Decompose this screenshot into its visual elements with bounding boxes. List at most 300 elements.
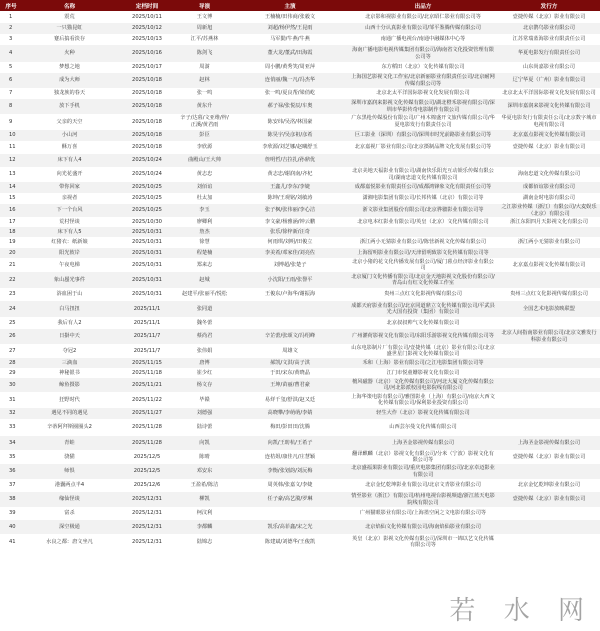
cell-producer: 英皇（北京）影视文化传媒有限公司/深圳市一锦以艺文化传媒有限公司等: [348, 534, 498, 550]
cell-index: 37: [0, 479, 22, 492]
cell-index: 7: [0, 88, 22, 99]
cell-release-date: 2025/11/27: [117, 408, 177, 419]
cell-index: 21: [0, 258, 22, 272]
cell-index: 27: [0, 344, 22, 358]
cell-title: 神秘银书: [22, 368, 117, 378]
cell-producer: 上海留明影业有限公司/天津留明致影文化传媒有限公司等: [348, 248, 498, 258]
cell-index: 35: [0, 450, 22, 464]
cell-producer: 翻译麒麟（北京）影视文化有限公司/分米（宁波）影视文化有限公司等: [348, 450, 498, 464]
cell-index: 22: [0, 272, 22, 288]
cell-producer: 广州猫眼影业有限公司/上海墨空闲之文电影有限公司等: [348, 507, 498, 520]
cell-index: 14: [0, 182, 22, 193]
cell-cast: 陈建斌/刘德华/王俊凯: [232, 534, 348, 550]
table-row: [0, 193, 600, 204]
cell-director: 唐博: [177, 358, 232, 368]
cell-distributor: 上海圣金影视传媒有限公司: [498, 436, 600, 450]
cell-distributor: 北京金忆乾坤影业有限公司: [498, 479, 600, 492]
cell-director: 曲殿山/王大帅: [177, 154, 232, 167]
cell-cast: 刘超/杨伊然/王昆雨: [232, 23, 348, 34]
cell-release-date: 2025/10/30: [117, 217, 177, 227]
cell-release-date: 2025/10/25: [117, 204, 177, 217]
cell-index: 13: [0, 167, 22, 182]
table-row: [0, 329, 600, 344]
cell-release-date: 2025/11/7: [117, 344, 177, 358]
cell-title: 酥万喜: [22, 141, 117, 154]
cell-distributor: 海南忠道文化传媒有限公司: [498, 167, 600, 182]
cell-index: 25: [0, 317, 22, 329]
cell-cast: 李欣源/刘芝娜/赵曦舒玉: [232, 141, 348, 154]
cell-director: 李都麟: [177, 520, 232, 534]
cell-cast: 张一鸣/夏良帮/梁俏屹: [232, 88, 348, 99]
cell-title: 一只猫昆虹: [22, 23, 117, 34]
cell-index: 40: [0, 520, 22, 534]
cell-cast: 王俊东/卢海华/谢振海: [232, 288, 348, 301]
cell-distributor: 深圳市嘉润来影视文化传媒有限公司: [498, 99, 600, 114]
table-row: [0, 45, 600, 62]
cell-distributor: 北京嘉点影视文化传媒有限公司: [498, 258, 600, 272]
cell-title: 缘仙怪谈: [22, 492, 117, 507]
cell-index: 12: [0, 154, 22, 167]
cell-producer: 北京小猪的花文化传播发展有限公司/厦门暮点经济影业有限公司: [348, 258, 498, 272]
cell-release-date: 2025/10/31: [117, 227, 177, 237]
cell-producer: 山西芸尔曼文化传媒有限公司: [348, 419, 498, 436]
cell-producer: 檀风磁器（北京）文化传媒有限公司/河北大厦文化传媒有限公司/河北影派校园电影院线有限公司: [348, 378, 498, 392]
cell-producer: 深圳市嘉润来影视文化传媒有限公司/湖北橙禾影视有限公司/深圳市华影传奇电影制作有限公司: [348, 99, 498, 114]
table-row: [0, 408, 600, 419]
header-index: 序号: [0, 0, 22, 11]
table-row: [0, 130, 600, 141]
cell-director: 赵林: [177, 73, 232, 88]
cell-title: 鲸鱼摄影: [22, 378, 117, 392]
cell-title: 床下有人4: [22, 154, 117, 167]
cell-index: 39: [0, 507, 22, 520]
cell-distributor: 壹捷传媒（北京）影业有限公司: [498, 450, 600, 464]
cell-director: 刘德强: [177, 408, 232, 419]
cell-cast: 李文豪/杨雅涵/钟云鹏: [232, 217, 348, 227]
cell-release-date: 2025/10/12: [117, 23, 177, 34]
cell-producer: 巨工影业（深圳）有限公司/深圳市时光前路影业有限公司等: [348, 130, 498, 141]
cell-title: 小山河: [22, 130, 117, 141]
cell-title: 辛蒂阿拜斯圈圈头2: [22, 419, 117, 436]
table-row: [0, 288, 600, 301]
cell-release-date: 2025/11/21: [117, 378, 177, 392]
cell-producer: 北京电本红影业有限公司/英皇（北京）文化传媒有限公司: [348, 217, 498, 227]
cell-producer: 广州灌荷影视文化有限公司/东阳乐游影视文化传媒有限公司等: [348, 329, 498, 344]
cell-cast: 任子豪/高艺漪/罗琳: [232, 492, 348, 507]
cell-release-date: 2025/12/6: [117, 479, 177, 492]
cell-title: 水良之都：唐文坐凡: [22, 534, 117, 550]
cell-release-date: 2025/11/28: [117, 436, 177, 450]
cell-director: 蔡尚君: [177, 329, 232, 344]
cell-index: 29: [0, 368, 22, 378]
cell-title: 富杀: [22, 507, 117, 520]
cell-cast: 何雨琪/刘明/田俊立: [232, 237, 348, 248]
cell-release-date: 2025/12/5: [117, 450, 177, 464]
table-row: [0, 358, 600, 368]
cell-cast: 凯乐/高菲鑫/宋之光: [232, 520, 348, 534]
cell-distributor: 贵州三点红文化影视传媒有限公司: [498, 288, 600, 301]
cell-cast: 张子枫/张伟丽/李心洁: [232, 204, 348, 217]
table-row: [0, 114, 600, 130]
cell-distributor: 华夏电影发行有限责任公司/北京数字城市电视有限公司: [498, 114, 600, 130]
cell-distributor: 江苏常瑞蓝海影业有限责任公司: [498, 34, 600, 45]
cell-director: 陆诗蕾: [177, 419, 232, 436]
cell-title: 亲视者: [22, 193, 117, 204]
cell-index: 11: [0, 141, 22, 154]
table-row: [0, 507, 600, 520]
cell-distributor: 北京人间指南影业有限公司/北京文雅发行科影业有限公司: [498, 329, 600, 344]
cell-release-date: 2025/11/28: [117, 419, 177, 436]
cell-title: 荒村怪谈: [22, 217, 117, 227]
cell-cast: 李衡/张划韵/刘沅梅: [232, 464, 348, 479]
table-row: [0, 492, 600, 507]
cell-cast: 陈昊宇/吴彦祖/彦希: [232, 130, 348, 141]
cell-producer: 浙文影业集团股份有限公司/北京骅骝影业有限公司等: [348, 204, 498, 217]
table-row: [0, 62, 600, 73]
cell-director: 徐慧: [177, 237, 232, 248]
cell-distributor: [498, 378, 600, 392]
cell-producer: [348, 227, 498, 237]
table-row: [0, 368, 600, 378]
cell-title: 下一个台风: [22, 204, 117, 217]
cell-cast: 陈坤/王观铭/刘敏涛: [232, 193, 348, 204]
cell-director: 赵城: [177, 272, 232, 288]
cell-distributor: [498, 464, 600, 479]
cell-index: 4: [0, 45, 22, 62]
cell-title: 梦想之地: [22, 62, 117, 73]
cell-cast: 高晓攀/李萌萌/李婧: [232, 408, 348, 419]
table-row: [0, 34, 600, 45]
cell-title: 带你回家: [22, 182, 117, 193]
cell-cast: 小沈阳/王雨/张譽平: [232, 272, 348, 288]
cell-index: 32: [0, 408, 22, 419]
cell-release-date: 2025/10/31: [117, 237, 177, 248]
cell-title: 蹇后搞看淡存: [22, 34, 117, 45]
cell-director: 黄志忠: [177, 167, 232, 182]
cell-cast: 向凯/王昉杭/王希子: [232, 436, 348, 450]
table-row: [0, 520, 600, 534]
cell-cast: 王楠楠/田伟商/张毅文: [232, 11, 348, 23]
cell-director: 陈剑飞: [177, 45, 232, 62]
cell-distributor: [498, 248, 600, 258]
cell-release-date: 2025/10/17: [117, 62, 177, 73]
cell-distributor: [498, 419, 600, 436]
cell-title: 象山蜃光事件: [22, 272, 117, 288]
cell-director: 詹杰: [177, 227, 232, 237]
cell-producer: 北京厦门文化传播有限公司/北京金天地影视文化股份有限公司/青岛山有红文化传媒工作室: [348, 272, 498, 288]
cell-cast: 周英韩/张嘉文/李婕: [232, 479, 348, 492]
cell-distributor: [498, 154, 600, 167]
cell-cast: [232, 507, 348, 520]
cell-title: 阳光彼岸: [22, 248, 117, 258]
cell-distributor: 北京嘉点影视文化传媒有限公司: [498, 130, 600, 141]
cell-release-date: 2025/10/11: [117, 11, 177, 23]
cell-producer: 山西十分认真影业有限公司/邹平鉴腾传媒有限公司: [348, 23, 498, 34]
cell-cast: 周雄文: [232, 344, 348, 358]
cell-producer: 广东黑枪传媒股份有限公司/广州木棉盛开文旅传媒有限公司/华夏电影发行有限责任公司: [348, 114, 498, 130]
cell-director: 廖卿利: [177, 217, 232, 227]
cell-director: 王盈希/陈洁: [177, 479, 232, 492]
cell-index: 2: [0, 23, 22, 34]
cell-director: 李欣源: [177, 141, 232, 154]
cell-director: 刘佰谊: [177, 182, 232, 193]
table-row: [0, 534, 600, 550]
cell-index: 33: [0, 419, 22, 436]
cell-release-date: 2025/11/18: [117, 368, 177, 378]
table-row: [0, 378, 600, 392]
cell-title: 遇见不同的遇见: [22, 408, 117, 419]
cell-title: 向光花盛开: [22, 167, 117, 182]
cell-cast: 王坤/苗丽/曹君豪: [232, 378, 348, 392]
cell-release-date: 2025/10/13: [117, 34, 177, 45]
cell-release-date: 2025/10/18: [117, 99, 177, 114]
cell-producer: 南通广播电视台/南通中融媒体中心等: [348, 34, 498, 45]
table-row: [0, 479, 600, 492]
cell-cast: 马军勤/牛燕/牛燕: [232, 34, 348, 45]
header-director: 导演: [177, 0, 232, 11]
cell-title: 成为大师: [22, 73, 117, 88]
cell-release-date: 2025/10/24: [117, 167, 177, 182]
table-row: [0, 182, 600, 193]
cell-cast: 连俏丽/魏一凡/冯杰华: [232, 73, 348, 88]
cell-title: 独龙族的春天: [22, 88, 117, 99]
cell-director: 向凯: [177, 436, 232, 450]
cell-producer: 成都天府影业有限公司/北京同道鼎立文化传媒有限公司/平武县光大国有投资（集团）有限公司: [348, 301, 498, 317]
cell-producer: 北京金忆乾坤影业有限公司/北京文青影业有限公司: [348, 479, 498, 492]
table-row: [0, 141, 600, 154]
cell-distributor: [498, 368, 600, 378]
cell-release-date: 2025/10/18: [117, 88, 177, 99]
cell-title: 港囊两点半4: [22, 479, 117, 492]
cell-cast: 詹明哲/吉拉扎/孙鼎优: [232, 154, 348, 167]
cell-director: 柳凯: [177, 492, 232, 507]
cell-release-date: 2025/10/31: [117, 288, 177, 301]
cell-index: 15: [0, 193, 22, 204]
cell-title: 三滴血: [22, 358, 117, 368]
cell-index: 16: [0, 204, 22, 217]
cell-title: 日掛中天: [22, 329, 117, 344]
cell-director: 李玉: [177, 204, 232, 217]
cell-index: 38: [0, 492, 22, 507]
cell-distributor: [498, 358, 600, 368]
cell-release-date: 2025/12/5: [117, 464, 177, 479]
cell-release-date: 2025/10/18: [117, 130, 177, 141]
cell-producer: 北京焰仙文化传媒有限公司/海南焰仙影业有限公司: [348, 520, 498, 534]
table-row: [0, 248, 600, 258]
table-row: [0, 464, 600, 479]
header-title: 名称: [22, 0, 117, 11]
cell-release-date: 2025/10/18: [117, 73, 177, 88]
cell-distributor: 山东尚嘉影业有限公司: [498, 62, 600, 73]
cell-release-date: 2025/10/18: [117, 114, 177, 130]
cell-index: 24: [0, 301, 22, 317]
cell-director: 张一鸣: [177, 88, 232, 99]
cell-producer: 北京盛福果影业有限公司/重庆电影集团有限公司/北京卓迈影业有限公司: [348, 464, 498, 479]
cell-release-date: 2025/10/31: [117, 272, 177, 288]
cell-cast: 王鑫儿/李东/李婕: [232, 182, 348, 193]
cell-release-date: 2025/12/31: [117, 520, 177, 534]
table-row: [0, 11, 600, 23]
cell-producer: 北京影和视影业有限公司/北京昭仁影业有限公司等: [348, 11, 498, 23]
cell-director: 辛子/达暮/文亚维/梓/正溪/黄君雨: [177, 114, 232, 130]
table-row: [0, 227, 600, 237]
cell-distributor: [498, 227, 600, 237]
cell-title: 师惧: [22, 464, 117, 479]
cell-release-date: 2025/12/31: [117, 507, 177, 520]
cell-release-date: 2025/10/24: [117, 154, 177, 167]
cell-director: 周澍: [177, 62, 232, 73]
cell-director: 江平/苏燕林: [177, 34, 232, 45]
cell-title: 放下手机: [22, 99, 117, 114]
table-row: [0, 23, 600, 34]
table-row: [0, 167, 600, 182]
cell-director: 毕赣: [177, 392, 232, 408]
table-row: [0, 344, 600, 358]
table-row: [0, 204, 600, 217]
cell-cast: 张乐/徐梓新/汪奇: [232, 227, 348, 237]
cell-index: 34: [0, 436, 22, 450]
table-row: [0, 436, 600, 450]
cell-release-date: 2025/10/18: [117, 141, 177, 154]
table-row: [0, 217, 600, 227]
cell-director: 崔少红: [177, 368, 232, 378]
cell-producer: 成都嘉悦影业有限责任公司/成都鸿锋象文化有限责任公司等: [348, 182, 498, 193]
cell-index: 31: [0, 392, 22, 408]
cell-cast: 梅田/彭田田/沈腾: [232, 419, 348, 436]
cell-cast: 郝凯/文淇/高子淇: [232, 358, 348, 368]
cell-index: 26: [0, 329, 22, 344]
table-row: [0, 73, 600, 88]
cell-title: 青蛙: [22, 436, 117, 450]
cell-index: 20: [0, 248, 22, 258]
cell-index: 19: [0, 237, 22, 248]
cell-distributor: 全国艺术电影放映联盟: [498, 301, 600, 317]
cell-producer: 禾和（上海）影业有限公司/之江电影集团有限公司等: [348, 358, 498, 368]
cell-title: 浴血困于山: [22, 288, 117, 301]
cell-director: 柯汶利: [177, 507, 232, 520]
cell-cast: [232, 317, 348, 329]
header-cast: 主演: [232, 0, 348, 11]
header-producer: 出品方: [348, 0, 498, 11]
cell-release-date: 2025/11/1: [117, 301, 177, 317]
cell-distributor: [498, 317, 600, 329]
cell-producer: 海南广播电影电视传媒集团有限公司/海南省文化投资管理有限公司等: [348, 45, 498, 62]
cell-title: 火种: [22, 45, 117, 62]
cell-producer: 轻生大作（北京）影视文化传媒有限公司: [348, 408, 498, 419]
cell-index: 1: [0, 11, 22, 23]
cell-release-date: 2025/10/25: [117, 193, 177, 204]
cell-distributor: 之江影业传媒（浙江）有限公司/大麦娱乐（北京）有限公司: [498, 204, 600, 217]
cell-title: 震荒: [22, 11, 117, 23]
cell-distributor: 壹捷传媒（北京）影业有限公司: [498, 492, 600, 507]
cell-producer: [348, 154, 498, 167]
table-row: [0, 419, 600, 436]
cell-title: 骁猫: [22, 450, 117, 464]
cell-index: 17: [0, 217, 22, 227]
cell-release-date: 2025/11/7: [117, 329, 177, 344]
cell-director: 魏冬蕾: [177, 317, 232, 329]
cell-cast: 董大龙/董武/田海霞: [232, 45, 348, 62]
cell-cast: 易烊千玺/舒淇/赵又廷: [232, 392, 348, 408]
table-header-row: [0, 0, 600, 11]
watermark-logo: 若 水 网: [449, 596, 594, 626]
cell-title: 红猪衣：纸新娘: [22, 237, 117, 248]
cell-release-date: 2025/11/15: [117, 358, 177, 368]
cell-release-date: 2025/10/25: [117, 182, 177, 193]
cell-producer: 北京北太平洋国际影视文化发展有限公司: [348, 88, 498, 99]
table-row: [0, 450, 600, 464]
cell-distributor: 北京鹊鸟影业有限公司: [498, 23, 600, 34]
cell-producer: 东方稻田（北京）文化传媒有限公司: [348, 62, 498, 73]
cell-cast: [232, 301, 348, 317]
table-row: [0, 99, 600, 114]
cell-distributor: [498, 507, 600, 520]
cell-index: 9: [0, 114, 22, 130]
cell-director: 张同道: [177, 301, 232, 317]
cell-distributor: [498, 344, 600, 358]
cell-cast: 黄志忠/谢润南/齐杞: [232, 167, 348, 182]
cell-cast: 于田/宋东/黄晓晶: [232, 368, 348, 378]
cell-producer: 北京美地天福影业有限公司/湖南快乐阳光互动娱乐传媒有限公司/湖南忠道文化传媒有限公司: [348, 167, 498, 182]
cell-title: 夺冠2: [22, 344, 117, 358]
cell-director: 杜太加: [177, 193, 232, 204]
cell-cast: 连桔姐/康佳凡/庄慧颖: [232, 450, 348, 464]
table-body: [0, 11, 600, 550]
cell-cast: 辛芷蕾/张颂文/冯绍峰: [232, 329, 348, 344]
cell-distributor: 华夏电影发行有限责任公司: [498, 45, 600, 62]
cell-distributor: 辽宁华夏（广州）影业有限公司: [498, 73, 600, 88]
cell-title: 深空极通: [22, 520, 117, 534]
cell-producer: 潇湘电影集团有限公司/长邦传媒（北京）有限公司等: [348, 193, 498, 204]
table-row: [0, 154, 600, 167]
cell-distributor: 湖南金时电影有限公司: [498, 193, 600, 204]
cell-director: 郑来志: [177, 258, 232, 272]
cell-director: 张伟娟: [177, 344, 232, 358]
cell-index: 8: [0, 99, 22, 114]
cell-release-date: 2025/12/31: [117, 492, 177, 507]
cell-director: 陆锦志: [177, 534, 232, 550]
cell-title: 午夜电梯: [22, 258, 117, 272]
cell-release-date: 2025/11/1: [117, 317, 177, 329]
cell-release-date: 2025/10/31: [117, 258, 177, 272]
cell-producer: 情至影业（浙江）有限公司/杭州电视台影视频道/浙江蓝天电影院线有限公司: [348, 492, 498, 507]
cell-index: 28: [0, 358, 22, 368]
cell-index: 5: [0, 62, 22, 73]
cell-producer: 贵州三点红文化影视传媒有限公司: [348, 288, 498, 301]
cell-title: 父亲的天空: [22, 114, 117, 130]
cell-distributor: 北京北太平洋国际影视文化发展有限公司: [498, 88, 600, 99]
cell-director: 彭臣: [177, 130, 232, 141]
table-row: [0, 272, 600, 288]
table-row: [0, 392, 600, 408]
cell-index: 36: [0, 464, 22, 479]
cell-producer: 上海国艺影视文化工作室/北京新丽影业有限责任公司/北京耐网传媒有限公司等: [348, 73, 498, 88]
cell-index: 41: [0, 534, 22, 550]
cell-index: 23: [0, 288, 22, 301]
cell-distributor: 壹捷传媒（北京）影业有限公司: [498, 11, 600, 23]
cell-director: 杨文存: [177, 378, 232, 392]
cell-distributor: [498, 392, 600, 408]
table-row: [0, 237, 600, 248]
table-row: [0, 88, 600, 99]
table-row: [0, 317, 600, 329]
cell-director: 黄东升: [177, 99, 232, 114]
cell-producer: 北京叔叔帅气文化传媒有限公司: [348, 317, 498, 329]
cell-distributor: 浙江两小无猜影业有限公司: [498, 237, 600, 248]
cell-cast: 李美希/邓家佳/刘亮佐: [232, 248, 348, 258]
cell-producer: 江门市悦童姗影视文化有限公司: [348, 368, 498, 378]
header-release-date: 定档时间: [117, 0, 177, 11]
